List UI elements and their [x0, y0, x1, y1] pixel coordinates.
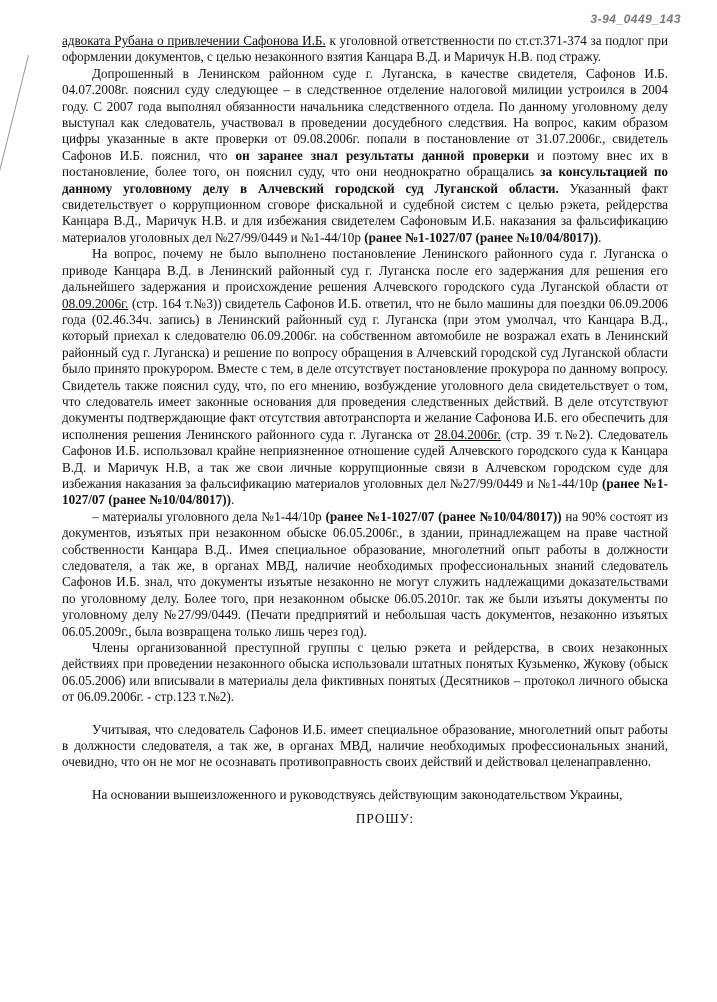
paragraph-text: на 90% состоят из документов, изъятых при незаконном обыске 06.05.2006г., в здании, принадлежащем на праве частной собственности Канцара В.Д.. Имея специальное образование, многолетний опыт работы в должности следователя, а так же, в органах МВД, наличие необходимых профессиональных знаний следователь Сафонов И.Б. знал, что документы изъятые незаконно не могут служить надлежащими доказательствами по уголовному делу. Более того, при незаконном обыске 06.05.2010г. так же были изъяты документы по уголовному делу №27/99/0449. (Печати предприятий и небольшая часть документов, незаконно изъятых 06.05.2009г., была возвращена только лишь через год). — [62, 508, 668, 639]
paragraph-3 — [62, 246, 668, 509]
paragraph-text: и поэтому внес их в постановление, более того, он пояснил суду, что они неоднократно обращались — [62, 147, 668, 180]
paragraph-6: Учитывая, что следователь Сафонов И.Б. имеет специальное образование, многолетний опыт работы в должности следователя, а так же, в органах МВД, наличие необходимых профессиональных знаний, очевидно, что он не мог не осознавать противоправность своих действий и действовал целенаправленно. — [62, 721, 668, 770]
paragraph-text: к уголовной ответственности по ст.ст.371-374 за подлог при оформлении документов, с целью незаконного взятия Канцара В.Д. и Маричук Н.В. под стражу. — [62, 33, 668, 65]
paragraph-text: . — [230, 492, 235, 508]
request-heading: ПРОШУ: — [355, 811, 415, 827]
document-body — [62, 33, 668, 828]
bold-case-number: (ранее №1-1027/07 (ранее №10/04/8017)) — [364, 229, 599, 245]
paragraph-7: На основании вышеизложенного и руководствуясь действующим законодательством Украины, — [92, 786, 623, 802]
paragraph-4 — [62, 509, 668, 640]
paragraph-text: На вопрос, почему не было выполнено постановление Ленинского районного суда г. Луганска о приводе Канцара В.Д. в Ленинский районный суд г. Луганска после его задержания для решения его дальнейшего задержания и происхождение решения Алчевского городского суда Луганской области от — [62, 246, 668, 295]
paragraph-5: Члены организованной преступной группы с целью рэкета и рейдерства, в своих незаконных действиях при проведении незаконного обыска использовали штатных понятых Кузьменко, Жукову (обыск 06.05.2006) или вписывали в материалы дела фиктивных понятых (Десятников – протокол личного обыска от 06.09.2006г. - стр.123 т.№2). — [62, 640, 668, 705]
bold-phrase: он заранее знал результаты данной проверки — [235, 147, 530, 163]
paragraph-text: . — [598, 229, 602, 245]
bold-case-number: (ранее №1-1027/07 (ранее №10/04/8017)) — [62, 475, 668, 508]
paragraph-text: Допрошенный в Ленинском районном суде г. Луганска, в качестве свидетеля, Сафонов И.Б. 04.07.2008г. пояснил суду следующее – в следственное отделение налоговой милиции устроился в 2004 году. С 2007 года выполнял обязанности начальника следственного отдела. По данному уголовному делу выступал как следователь, участвовал в проведении досудебного следствия. На вопрос, каким образом цифры указанные в акте проверки от 09.08.2006г. попали в постановление от 31.07.2006г., свидетель Сафонов И.Б. пояснил, что — [62, 65, 668, 163]
document-id-stamp: 3-94_0449_143 — [590, 12, 681, 26]
underlined-date: 08.09.2006г. — [62, 295, 129, 311]
margin-pen-mark — [0, 55, 29, 172]
underlined-phrase: адвоката Рубана о привлечении Сафонова И.Б. — [62, 33, 326, 48]
bold-case-number: (ранее №1-1027/07 (ранее №10/04/8017)) — [325, 508, 562, 524]
paragraph-text: (стр. 39 т.№2). Следователь Сафонов И.Б. использовал крайне неприязненное отношение судей Алчевского городского суда к Канцара В.Д. и Маричук Н.В, а так же свои личные коррупционные связи в Алчевском городском суде для избежания наказания за фальсификацию материалов уголовных дел №27/99/0449 и №1-44/10р — [62, 426, 668, 491]
bold-phrase: за консультацией по данному уголовному делу в Алчевский городской суд Луганской области. — [62, 164, 668, 196]
paragraph-text: Указанный факт свидетельствует о коррупционном сговоре фискальной и судебной систем с целью рэкета, рейдерства Канцара В.Д., Маричук Н.В. и для избежания свидетелем Сафоновым И.Б. наказания за фальсификацию материалов уголовных дел №27/99/0449 и №1-44/10р — [62, 180, 668, 245]
paragraph-2 — [62, 66, 668, 246]
paragraph-text: – материалы уголовного дела №1-44/10р — [92, 508, 326, 524]
underlined-date: 28.04.2006г. — [434, 426, 501, 442]
paragraph-text: (стр. 164 т.№3)) свидетель Сафонов И.Б. ответил, что не было машины для поездки 06.09.2006 года (02.46.34ч. запись) в Ленинский районный суд г. Луганска (при этом умолчал, что Канцара В.Д., который приехал к следователю 06.09.2006г. на собственном автомобиле не возражал ехать в Ленинский районный суд г. Луганска) и решение по вопросу обращения в Алчевский городской суд Луганской области было принято прокурором. Вместе с тем, в деле отсутствует постановление прокурора по данному вопросу. Свидетель также пояснил суду, что, по его мнению, возбуждение уголовного дела свидетельствует о том, что следователь имеет законные основания для проведения следственных действий. В деле отсутствуют документы подтверждающие факт отсутствия автотранспорта и желание Сафонова И.Б. его обеспечить для исполнения решения Ленинского районного суда г. Луганска от — [62, 295, 668, 442]
paragraph-1 — [62, 33, 668, 66]
